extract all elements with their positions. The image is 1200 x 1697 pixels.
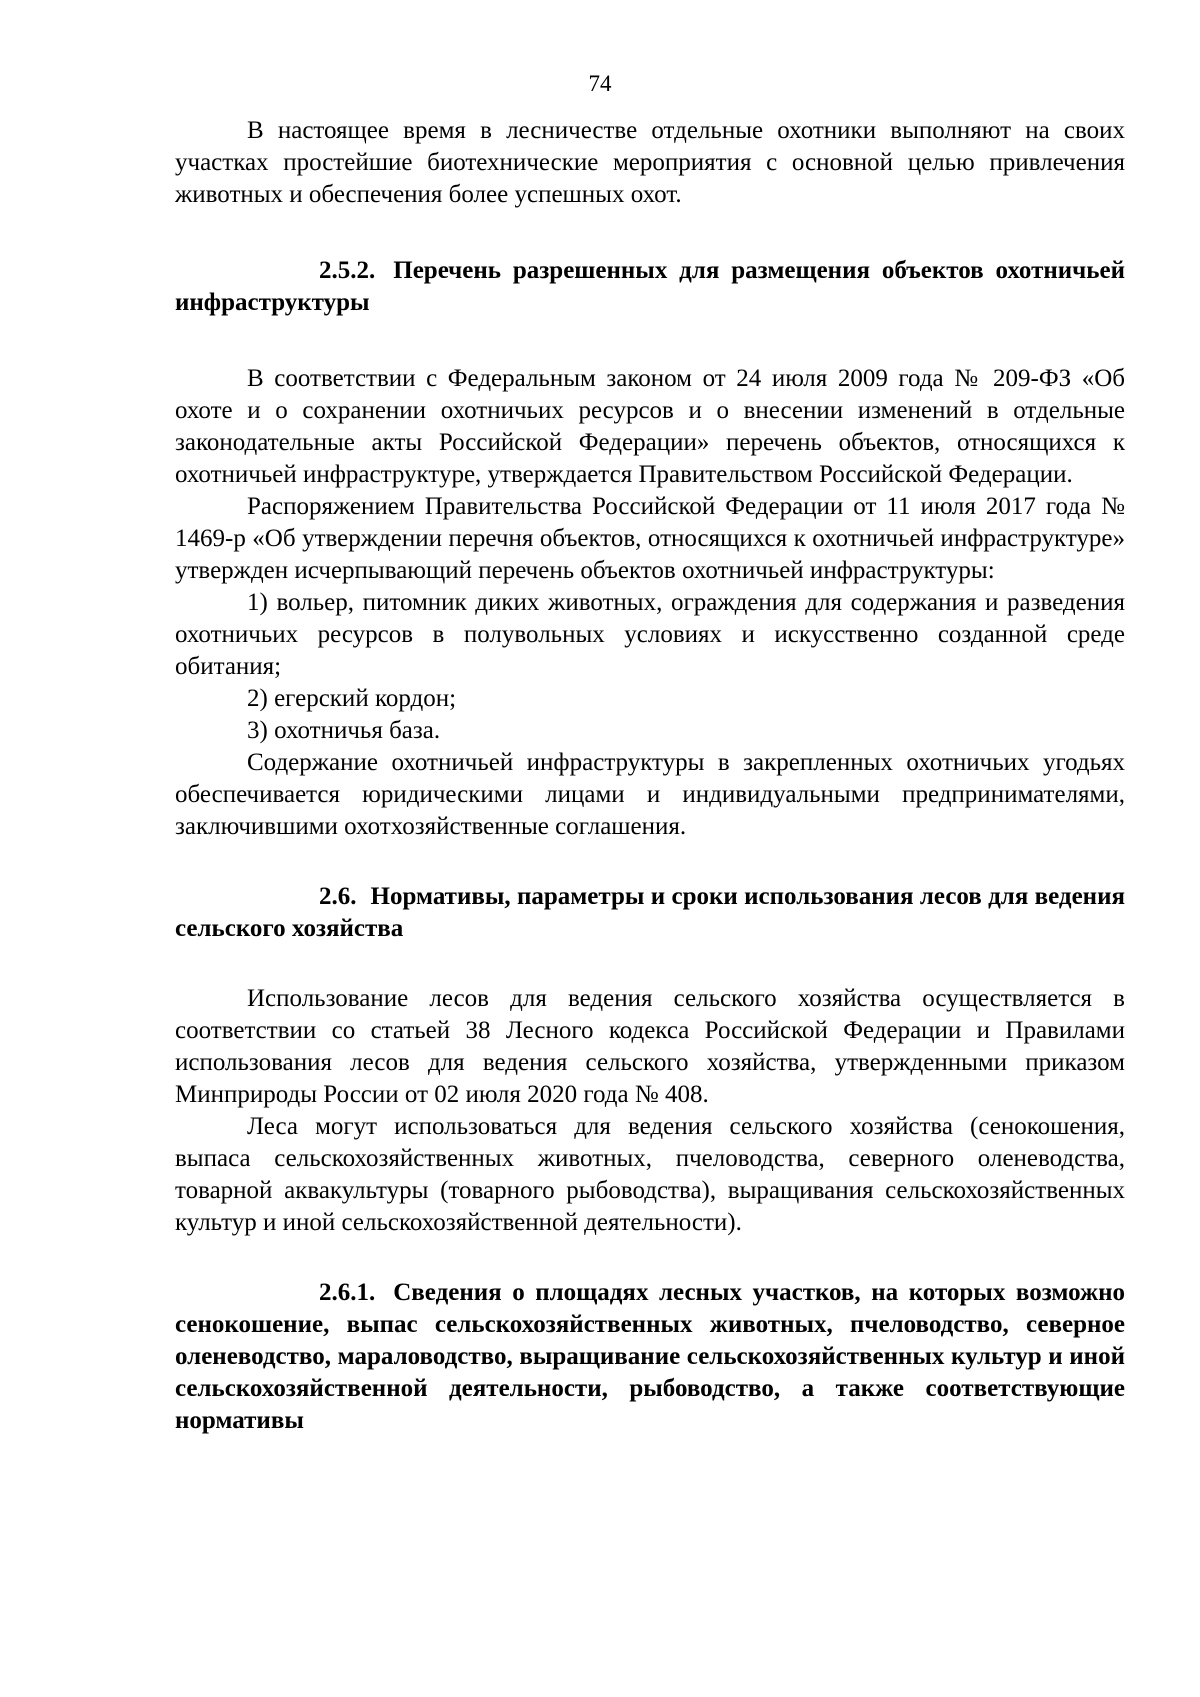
paragraph-forest-use-agriculture: Использование лесов для ведения сельского хозяйства осуществляется в соответствии со статьей 38 Лесного кодекса Российской Федерации и Правилами использования лесов для ведения сельского хозяйства, утвержденными приказом Минприроды России от 02 июля 2020 года № 408. <box>175 985 1125 1108</box>
spacer <box>175 319 1125 363</box>
list-item-hunting-base: 3) охотничья база. <box>247 717 441 744</box>
document-body <box>175 115 1125 1437</box>
paragraph-biotechnical-measures: В настоящее время в лесничестве отдельные охотники выполняют на своих участках простейшие биотехнические мероприятия с основной целью привлечения животных и обеспечения более успешных охот. <box>175 117 1125 208</box>
paragraph-government-order: Распоряжением Правительства Российской Федерации от 11 июля 2017 года № 1469-р «Об утверждении перечня объектов, относящихся к охотничьей инфраструктуре» утвержден исчерпывающий перечень объектов охотничьей инфраструктуры: <box>175 493 1125 584</box>
paragraph-forest-use-types: Леса могут использоваться для ведения сельского хозяйства (сенокошения, выпаса сельскохозяйственных животных, пчеловодства, северного оленеводства, товарной аквакультуры (товарного рыбоводства), выращивания сельскохозяйственных культур и иной сельскохозяйственной деятельности). <box>175 1113 1125 1236</box>
section-heading-2-6 <box>175 881 1125 945</box>
section-heading-2-5-2 <box>175 255 1125 319</box>
list-item-ranger-cordon: 2) егерский кордон; <box>247 685 457 712</box>
section-title: Сведения о площадях лесных участков, на которых возможно сенокошение, выпас сельскохозяйственных животных, пчеловодство, северное оленеводство, мараловодство, выращивание сельскохозяйственных культур и иной сельскохозяйственной деятельности, рыбоводство, а также соответствующие нормативы <box>175 1279 1125 1434</box>
spacer <box>175 945 1125 983</box>
section-number: 2.6. <box>319 883 357 910</box>
section-number: 2.6.1. <box>319 1279 376 1306</box>
list-item-aviary: 1) вольер, питомник диких животных, ограждения для содержания и разведения охотничьих ресурсов в полувольных условиях и искусственно созданной среде обитания; <box>175 589 1125 680</box>
section-heading-2-6-1 <box>175 1277 1125 1437</box>
paragraph-infrastructure-maintenance: Содержание охотничьей инфраструктуры в закрепленных охотничьих угодьях обеспечивается юридическими лицами и индивидуальными предпринимателями, заключившими охотхозяйственные соглашения. <box>175 749 1125 840</box>
section-title: Нормативы, параметры и сроки использования лесов для ведения сельского хозяйства <box>175 883 1125 942</box>
spacer <box>175 1239 1125 1277</box>
spacer <box>175 843 1125 881</box>
spacer <box>175 211 1125 255</box>
section-title: Перечень разрешенных для размещения объектов охотничьей инфраструктуры <box>175 257 1125 316</box>
paragraph-federal-law: В соответствии с Федеральным законом от 24 июля 2009 года № 209-ФЗ «Об охоте и о сохранении охотничьих ресурсов и о внесении изменений в отдельные законодательные акты Российской Федерации» перечень объектов, относящихся к охотничьей инфраструктуре, утверждается Правительством Российской Федерации. <box>175 365 1125 488</box>
page-number: 74 <box>588 71 612 96</box>
section-number: 2.5.2. <box>319 257 376 284</box>
